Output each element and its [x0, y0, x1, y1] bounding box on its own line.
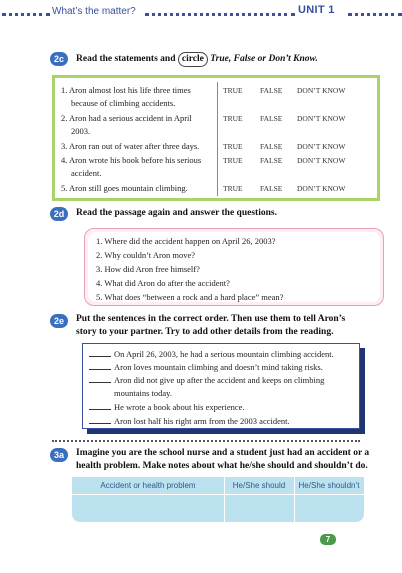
- statement-line: 2. Aron had a serious accident in April: [61, 113, 192, 123]
- badge-2c: 2c: [50, 52, 68, 66]
- statement-text: [61, 112, 219, 138]
- badge-3a: 3a: [50, 448, 68, 462]
- option-true[interactable]: TRUE: [223, 184, 243, 193]
- option-dont-know[interactable]: DON’T KNOW: [297, 86, 346, 95]
- option-false[interactable]: FALSE: [260, 142, 283, 151]
- sentence-continuation: mountains today.: [114, 388, 172, 398]
- questions-box-inner: [88, 232, 380, 302]
- option-true[interactable]: TRUE: [223, 86, 243, 95]
- column-header-problem: Accident or health problem: [100, 481, 196, 490]
- question-item: 1. Where did the accident happen on April 26, 2003?: [96, 236, 276, 246]
- sentence-text: Aron lost half his right arm from the 2003 accident.: [114, 416, 290, 426]
- header-dots-mid: [145, 13, 295, 16]
- option-true[interactable]: TRUE: [223, 156, 243, 165]
- sentence-text: On April 26, 2003, he had a serious mountain climbing accident.: [114, 349, 334, 359]
- badge-2d: 2d: [50, 207, 68, 221]
- order-blank[interactable]: [89, 416, 111, 424]
- option-true[interactable]: TRUE: [223, 142, 243, 151]
- sentence-text: Aron loves mountain climbing and doesn’t mind taking risks.: [114, 362, 323, 372]
- instruction-2d: Read the passage again and answer the questions.: [76, 208, 277, 218]
- order-blank[interactable]: [89, 375, 111, 383]
- option-false[interactable]: FALSE: [260, 114, 283, 123]
- statement-text: [61, 182, 219, 195]
- statement-line: 1. Aron almost lost his life three times: [61, 85, 191, 95]
- order-blank[interactable]: [89, 362, 111, 370]
- instruction-2e-line2: story to your partner. Try to add other details from the reading.: [76, 327, 334, 337]
- statement-line: 3. Aron ran out of water after three days.: [61, 141, 200, 151]
- table-column-divider: [294, 477, 295, 522]
- statement-text: [61, 154, 219, 180]
- option-dont-know[interactable]: DON’T KNOW: [297, 114, 346, 123]
- circle-word: circle: [178, 52, 208, 67]
- question-item: 3. How did Aron free himself?: [96, 264, 200, 274]
- table-header-line: [72, 494, 364, 495]
- option-dont-know[interactable]: DON’T KNOW: [297, 142, 346, 151]
- sentence-item: [89, 415, 357, 427]
- sentence-item: [89, 348, 357, 360]
- instruction-3a-line2: health problem. Make notes about what he/she should and shouldn’t do.: [76, 461, 368, 471]
- column-header-should: He/She should: [232, 481, 286, 490]
- statement-line: because of climbing accidents.: [71, 98, 176, 108]
- instruction-2c: [76, 52, 318, 67]
- instruction-2e-line1: Put the sentences in the correct order. Then use them to tell Aron’s: [76, 314, 346, 324]
- table-column-divider: [224, 477, 225, 522]
- questions-box: [84, 228, 384, 306]
- header-dots-left: [2, 13, 50, 16]
- option-false[interactable]: FALSE: [260, 86, 283, 95]
- order-blank[interactable]: [89, 402, 111, 410]
- sentence-item: [89, 374, 357, 386]
- statement-line: accident.: [71, 168, 102, 178]
- section-separator: [52, 440, 360, 442]
- statement-text: [61, 84, 219, 110]
- page-header: [0, 0, 402, 30]
- option-false[interactable]: FALSE: [260, 156, 283, 165]
- unit-label: UNIT 1: [298, 4, 335, 16]
- question-item: 4. What did Aron do after the accident?: [96, 278, 230, 288]
- statement-line: 4. Aron wrote his book before his serious: [61, 155, 202, 165]
- instruction-2c-before: Read the statements and: [76, 54, 176, 64]
- option-dont-know[interactable]: DON’T KNOW: [297, 156, 346, 165]
- sentences-box: [82, 343, 360, 429]
- sentence-item: [89, 401, 357, 413]
- page-number: 7: [320, 534, 336, 545]
- statement-text: [61, 140, 219, 153]
- header-dots-right: [348, 13, 402, 16]
- statement-line: 2003.: [71, 126, 91, 136]
- header-title: What’s the matter?: [52, 6, 136, 17]
- statements-box: [52, 75, 380, 201]
- option-false[interactable]: FALSE: [260, 184, 283, 193]
- option-true[interactable]: TRUE: [223, 114, 243, 123]
- question-item: 5. What does “between a rock and a hard place” mean?: [96, 292, 284, 302]
- statement-line: 5. Aron still goes mountain climbing.: [61, 183, 188, 193]
- notes-table: [72, 477, 364, 522]
- order-blank[interactable]: [89, 349, 111, 357]
- instruction-2c-after: True, False or Don’t Know.: [210, 54, 318, 64]
- column-header-shouldnt: He/She shouldn’t: [298, 481, 360, 490]
- instruction-2e: [76, 313, 345, 339]
- option-dont-know[interactable]: DON’T KNOW: [297, 184, 346, 193]
- instruction-3a-line1: Imagine you are the school nurse and a student just had an accident or a: [76, 448, 370, 458]
- sentence-text: He wrote a book about his experience.: [114, 402, 245, 412]
- sentence-text: Aron did not give up after the accident and keeps on climbing: [114, 375, 325, 385]
- badge-2e: 2e: [50, 314, 68, 328]
- question-item: 2. Why couldn’t Aron move?: [96, 250, 196, 260]
- sentence-item: [89, 361, 357, 373]
- instruction-3a: [76, 447, 369, 473]
